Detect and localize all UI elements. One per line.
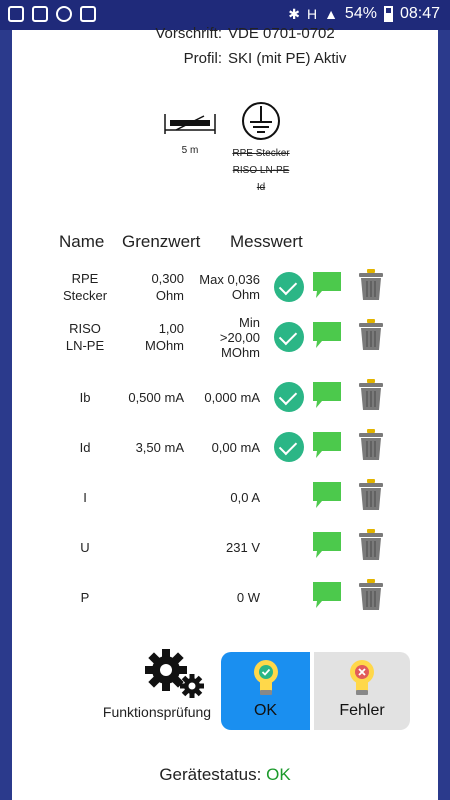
comment-icon[interactable] <box>312 271 342 299</box>
comment-icon[interactable] <box>312 321 342 349</box>
row-name-line: Id <box>79 440 91 455</box>
error-button-label: Fehler <box>339 702 385 719</box>
header-measured: Messwert <box>230 232 303 251</box>
text-notification-icon <box>80 6 96 22</box>
row-name-line: RISO <box>69 321 101 336</box>
row-name <box>40 539 130 556</box>
device-status-value: OK <box>266 765 291 784</box>
status-bar <box>0 0 450 30</box>
table-row <box>12 472 438 522</box>
device-status-label: Gerätestatus: <box>159 765 262 784</box>
error-button[interactable] <box>314 652 410 730</box>
row-measured-line: >20,00 <box>219 330 260 345</box>
lightbulb-ok-icon <box>251 658 281 698</box>
comment-icon[interactable] <box>312 431 342 459</box>
content-card <box>12 25 438 800</box>
comment-icon[interactable] <box>312 531 342 559</box>
row-measured-line: 0,0 A <box>230 490 260 505</box>
header-limit: Grenzwert <box>122 232 201 251</box>
clock: 08:47 <box>399 5 440 22</box>
comment-icon[interactable] <box>312 581 342 609</box>
device-status <box>12 765 438 785</box>
earth-caption-id: Id <box>256 182 266 193</box>
row-name-line: I <box>83 490 87 505</box>
earth-caption-riso: RISO LN-PE <box>232 165 290 176</box>
trash-icon[interactable] <box>357 479 385 511</box>
row-measured-line: 0 W <box>236 590 260 605</box>
row-name-line: P <box>80 590 90 605</box>
row-limit <box>108 320 184 354</box>
table-row <box>12 572 438 622</box>
row-measured <box>180 315 260 360</box>
table-row <box>12 422 438 472</box>
gears-icon <box>144 648 208 700</box>
row-measured-line: Max 0,036 <box>199 272 260 287</box>
trash-icon[interactable] <box>357 579 385 611</box>
row-limit-line: 3,50 mA <box>135 440 184 455</box>
measurement-symbols <box>12 100 438 230</box>
cable-length-label: 5 m <box>181 145 199 156</box>
row-measured <box>180 490 260 505</box>
check-icon <box>274 432 304 462</box>
profile-label: Profil: <box>183 50 222 67</box>
row-measured <box>180 440 260 455</box>
row-measured <box>180 590 260 605</box>
row-limit-line: MOhm <box>145 338 184 353</box>
row-measured-line: Min <box>239 315 260 330</box>
row-measured <box>180 390 260 405</box>
row-measured <box>180 272 260 302</box>
profile-value: SKI (mit PE) Aktiv <box>228 50 347 67</box>
power-notification-icon <box>56 6 72 22</box>
trash-icon[interactable] <box>357 429 385 461</box>
system-status <box>288 5 440 23</box>
signal-icon: ▲ <box>324 6 338 22</box>
row-limit <box>108 270 184 304</box>
battery-icon <box>384 6 393 22</box>
function-test[interactable] <box>92 648 222 728</box>
row-limit-line: Ohm <box>155 288 184 303</box>
check-icon <box>274 382 304 412</box>
row-name-line: RPE <box>71 271 99 286</box>
row-measured-line: 0,000 mA <box>204 390 260 405</box>
row-limit <box>108 439 184 456</box>
bluetooth-icon: ✱ <box>288 5 300 22</box>
row-measured-line: Ohm <box>231 287 260 302</box>
trash-icon[interactable] <box>357 379 385 411</box>
comment-icon[interactable] <box>312 381 342 409</box>
network-type-icon: H <box>306 6 318 22</box>
row-measured-line: 231 V <box>226 540 260 555</box>
function-test-label: Funktionsprüfung <box>102 704 212 720</box>
trash-icon[interactable] <box>357 529 385 561</box>
row-name-line: LN-PE <box>65 338 105 353</box>
row-name <box>40 489 130 506</box>
table-row <box>12 262 438 312</box>
row-measured <box>180 540 260 555</box>
regulation-label: Vorschrift: <box>155 25 222 42</box>
trash-icon[interactable] <box>357 319 385 351</box>
ok-button-label: OK <box>253 702 278 719</box>
row-limit-line: 0,500 mA <box>128 390 184 405</box>
shield-notification-icon <box>32 6 48 22</box>
table-row <box>12 372 438 422</box>
image-notification-icon <box>8 6 24 22</box>
check-icon <box>274 322 304 352</box>
regulation-value: VDE 0701-0702 <box>228 25 335 42</box>
row-name-line: U <box>80 540 90 555</box>
earth-caption-rpe: RPE Stecker <box>232 148 290 159</box>
row-limit-line: 1,00 <box>158 321 184 336</box>
table-row <box>12 522 438 572</box>
row-measured-line: 0,00 mA <box>211 440 260 455</box>
earth-captions <box>222 145 300 196</box>
battery-percent: 54% <box>344 5 377 22</box>
earth-ground-icon <box>240 100 282 142</box>
row-name-line: Stecker <box>62 288 108 303</box>
table-row <box>12 312 438 362</box>
check-icon <box>274 272 304 302</box>
header-name: Name <box>59 232 105 251</box>
trash-icon[interactable] <box>357 269 385 301</box>
row-measured-line: MOhm <box>221 345 260 360</box>
row-name <box>40 589 130 606</box>
row-limit <box>108 389 184 406</box>
notification-icons <box>8 6 96 22</box>
cable-resistance-icon <box>162 110 218 138</box>
ok-button[interactable] <box>221 652 310 730</box>
row-limit-line: 0,300 <box>151 271 184 286</box>
row-name-line: Ib <box>79 390 91 405</box>
lightbulb-error-icon <box>347 658 377 698</box>
comment-icon[interactable] <box>312 481 342 509</box>
